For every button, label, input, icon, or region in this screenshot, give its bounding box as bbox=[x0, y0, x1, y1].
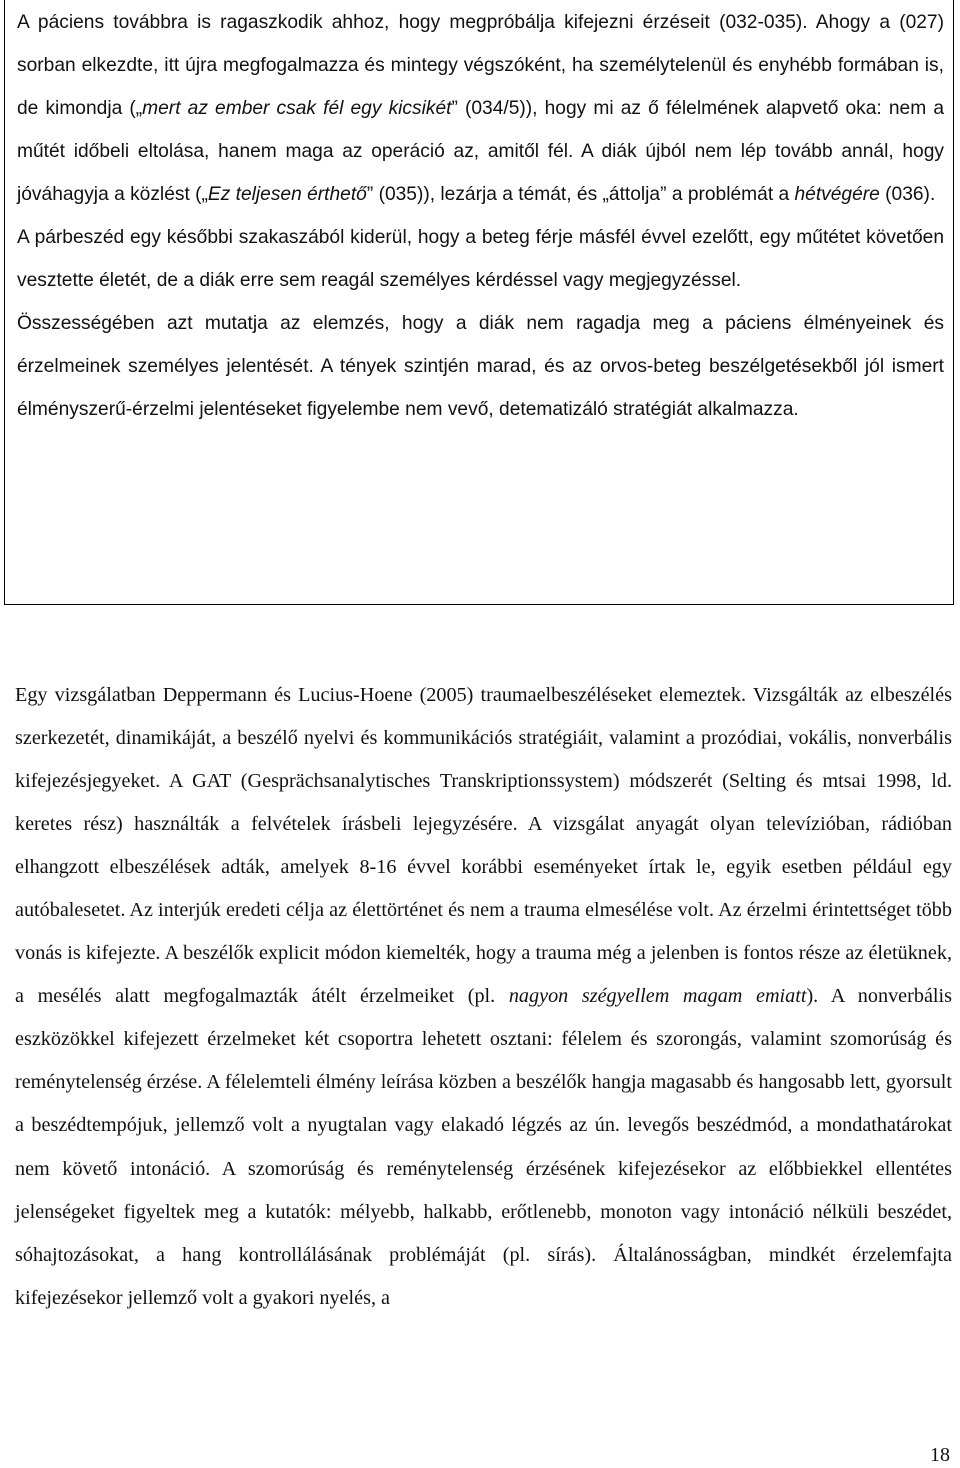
body-paragraph-1: Egy vizsgálatban Deppermann és Lucius-Hoene (2005) traumaelbeszéléseket elemeztek. Vizsgálták az elbeszélés szerkezetét, dinamikáját, a beszélő nyelvi és kommunikációs stratégiáit, valamint a prozódiai, vokális, nonverbális kifejezésjegyeket. A GAT (Gesprächsanalytisches Transkriptionssystem) módszerét (Selting és mtsai 1998, ld. keretes rész) használták a felvételek írásbeli lejegyzésére. A vizsgálat anyagát olyan televízióban, rádióban elhangzott elbeszélések adták, amelyek 8-16 évvel korábbi eseményeket írtak le, egyik esetben például egy autóbalesetet. Az interjúk eredeti célja az élettörténet és nem a trauma elmesélése volt. Az érzelmi érintettséget több vonás is kifejezte. A beszélők explicit módon kiemelték, hogy a trauma még a jelenben is fontos része az életüknek, a mesélés alatt megfogalmazták átélt érzelmeiket (pl. nagyon szégyellem magam emiatt). A nonverbális eszközökkel kifejezett érzelmeket két csoportra lehetett osztani: félelem és szorongás, valamint szomorúság és reménytelenség érzése. A félelemteli élmény leírása közben a beszélők hangja magasabb és hangosabb lett, gyorsult a beszédtempójuk, jellemző volt a nyugtalan vagy elakadó légzés az ún. levegős beszédmód, a mondathatárokat nem követő intonáció. A szomorúság és reménytelenség érzésének kifejezésekor az előbbiekkel ellentétes jelenségeket figyeltek meg a kutatók: mélyebb, halkabb, erőtlenebb, monoton vagy intonáció nélküli beszédet, sóhajtozásokat, a hang kontrollálásának problémáját (pl. sírás). Általánosságban, mindkét érzelemfajta kifejezésekor jellemző volt a gyakori nyelés, a bbox=[15, 684, 952, 1309]
italic-quote: hétvégére bbox=[794, 184, 880, 205]
italic-quote: mert az ember csak fél egy kicsikét bbox=[142, 98, 452, 119]
box-paragraph-3: Összességében azt mutatja az elemzés, hogy a diák nem ragadja meg a páciens élményeinek és érzelmeinek személyes jelentését. A tények szintjén marad, és az orvos-beteg beszélgetésekből jól ismert élményszerű-érzelmi jelentéseket figyelembe nem vevő, detematizáló stratégiát alkalmazza. bbox=[17, 313, 944, 420]
page-number: 18 bbox=[930, 1444, 950, 1466]
boxed-text bbox=[17, 1, 944, 431]
italic-quote: nagyon szégyellem magam emiatt bbox=[508, 985, 807, 1008]
main-body-text bbox=[15, 674, 952, 1320]
box-paragraph-1: A páciens továbbra is ragaszkodik ahhoz, hogy megpróbálja kifejezni érzéseit (032-035). Ahogy a (027) sorban elkezdte, itt újra megfogalmazza és mintegy végszóként, ha személytelenül és enyhébb formában is, de kimondja („mert az ember csak fél egy kicsikét” (034/5)), hogy mi az ő félelmének alapvető oka: nem a műtét időbeli eltolása, hanem maga az operáció az, amitől fél. A diák újból nem lép tovább annál, hogy jóváhagyja a közlést („Ez teljesen érthető” (035)), lezárja a témát, és „áttolja” a problémát a hétvégére (036). bbox=[17, 12, 944, 205]
box-paragraph-2: A párbeszéd egy későbbi szakaszából kiderül, hogy a beteg férje másfél évvel ezelőtt, egy műtétet követően vesztette életét, de a diák erre sem reagál személyes kérdéssel vagy megjegyzéssel. bbox=[17, 227, 944, 291]
italic-quote: Ez teljesen érthető bbox=[207, 184, 367, 205]
boxed-analysis-section bbox=[4, 0, 954, 605]
